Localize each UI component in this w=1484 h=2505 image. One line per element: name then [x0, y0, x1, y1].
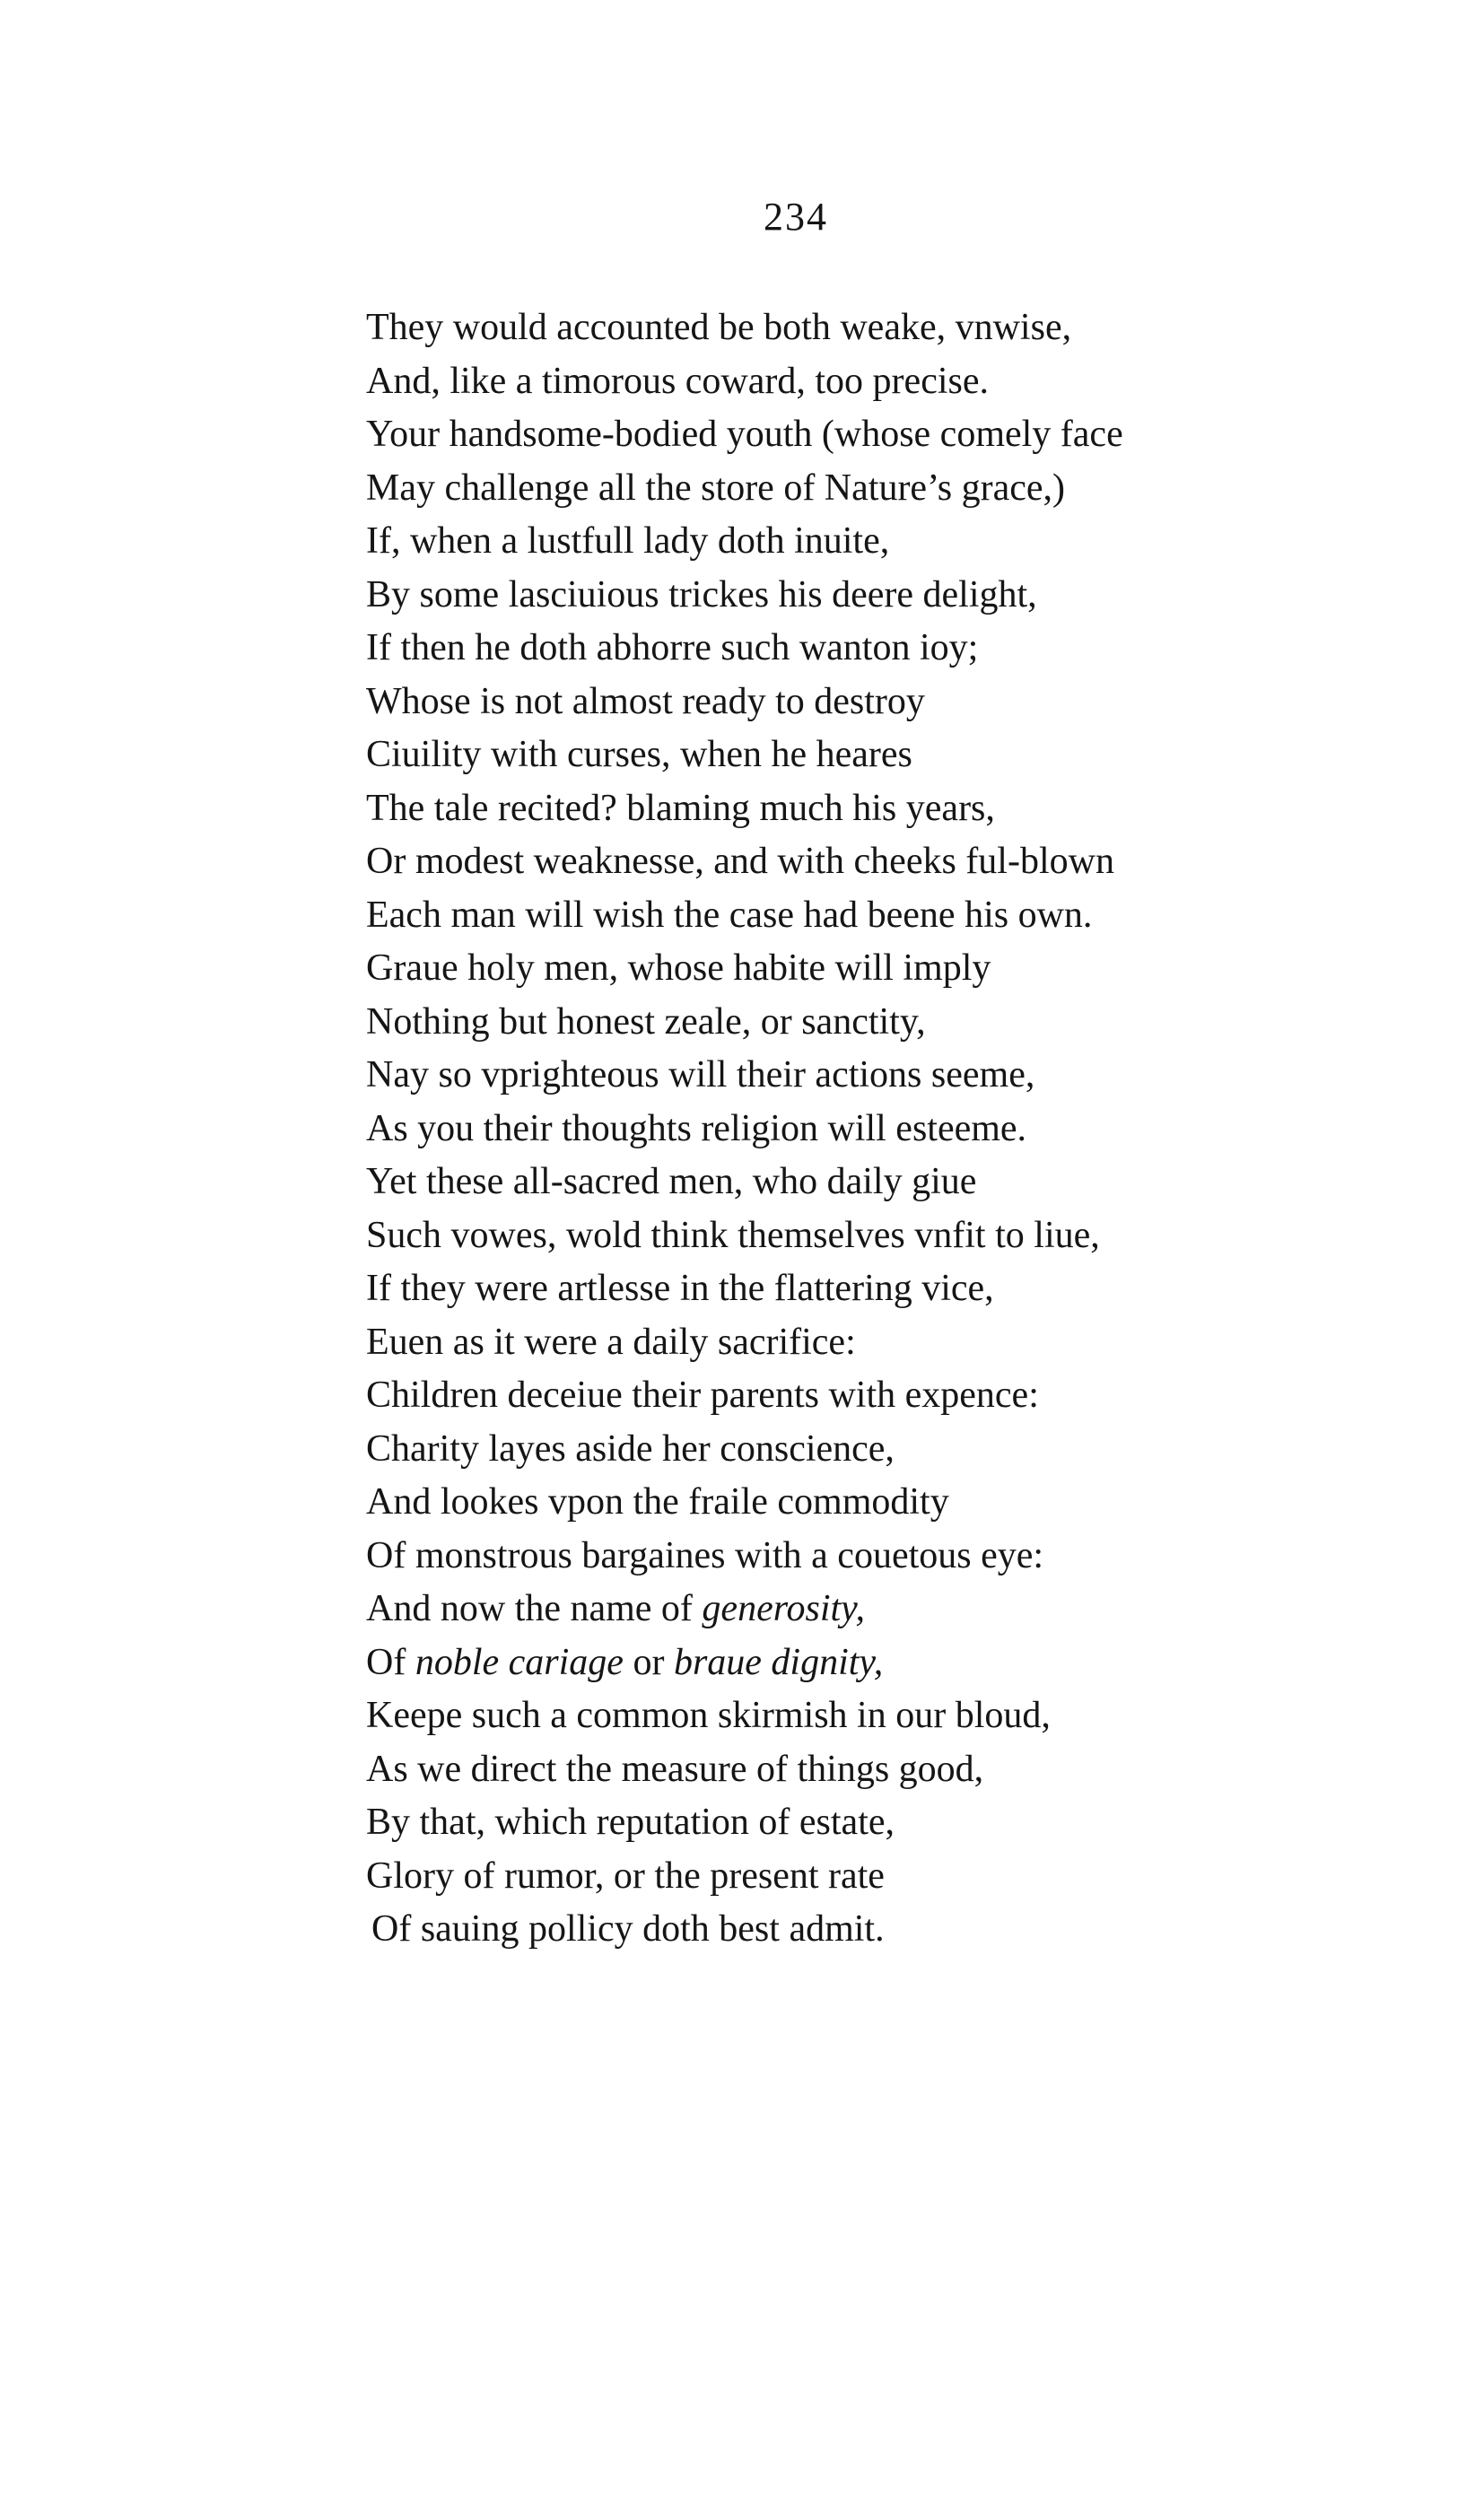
poem-line: If they were artlesse in the flattering vice,: [366, 1268, 994, 1309]
poem-line: As you their thoughts religion will esteeme.: [366, 1107, 1027, 1149]
line-text: or: [623, 1641, 674, 1683]
poem-line: Nay so vprighteous will their actions seeme,: [366, 1054, 1035, 1095]
poem-line: Keepe such a common skirmish in our bloud,: [366, 1695, 1051, 1736]
poem-line: Your handsome-bodied youth (whose comely face: [366, 414, 1123, 455]
poem-line: They would accounted be both weake, vnwise,: [366, 307, 1072, 348]
poem-line: Glory of rumor, or the present rate: [366, 1855, 885, 1897]
poem-line: And lookes vpon the fraile commodity: [366, 1481, 949, 1523]
poem-line: Yet these all-sacred men, who daily giue: [366, 1161, 977, 1202]
poem-line: Each man will wish the case had beene his own.: [366, 894, 1093, 936]
poem-line: If, when a lustfull lady doth inuite,: [366, 520, 890, 562]
poem-line: Or modest weaknesse, and with cheeks ful-blown: [366, 841, 1114, 882]
poem-line: The tale recited? blaming much his years,: [366, 787, 995, 829]
poem-line: Whose is not almost ready to destroy: [366, 680, 925, 722]
poem-line: As we direct the measure of things good,: [366, 1748, 984, 1790]
page-number: 234: [764, 195, 828, 239]
line-text: And now the name of: [366, 1588, 703, 1629]
poem-line: Ciuility with curses, when he heares: [366, 734, 912, 775]
poem-line: Such vowes, wold think themselves vnfit to liue,: [366, 1214, 1100, 1256]
poem-line: And, like a timorous coward, too precise.: [366, 360, 989, 402]
poem-line: By some lasciuious trickes his deere delight,: [366, 573, 1037, 615]
poem-line: Euen as it were a daily sacrifice:: [366, 1321, 856, 1363]
italic-phrase: noble cariage: [415, 1641, 624, 1683]
poem-line: By that, which reputation of estate,: [366, 1802, 895, 1843]
poem-text: [366, 301, 1443, 1957]
poem-line: Of sauing pollicy doth best admit.: [371, 1908, 885, 1950]
poem-line: Nothing but honest zeale, or sanctity,: [366, 1000, 926, 1043]
italic-phrase: braue dignity,: [673, 1641, 884, 1683]
line-text: Of: [366, 1641, 415, 1683]
italic-word: generosity,: [702, 1588, 865, 1629]
poem-line: May challenge all the store of Nature’s grace,): [366, 467, 1065, 509]
poem-line: Graue holy men, whose habite will imply: [366, 947, 991, 989]
poem-line: Children deceiue their parents with expence:: [366, 1375, 1039, 1416]
poem-line: Of monstrous bargaines with a couetous eye:: [366, 1534, 1044, 1576]
poem-line-generosity: [366, 1583, 1443, 1637]
poem-line: Charity layes aside her conscience,: [366, 1427, 895, 1470]
poem-line-dignity: [366, 1637, 1443, 1690]
poem-line: If then he doth abhorre such wanton ioy;: [366, 627, 979, 668]
